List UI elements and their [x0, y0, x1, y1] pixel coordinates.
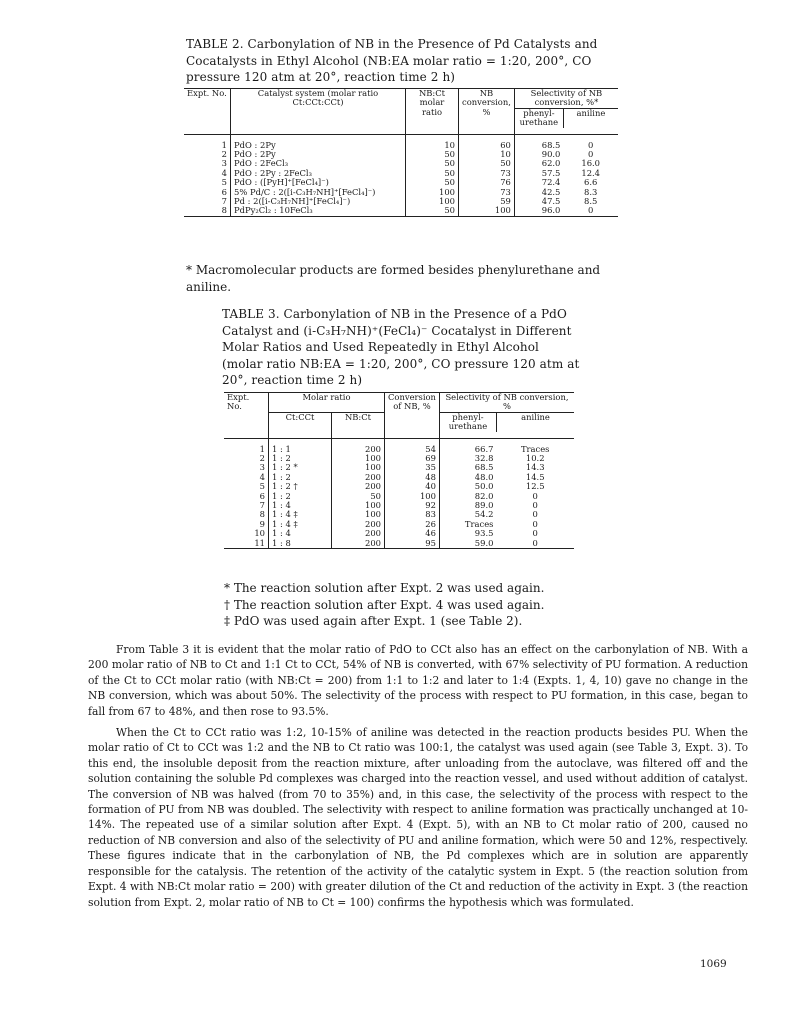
t3-header-aniline: aniline	[496, 412, 574, 431]
table-cell: 62.0	[541, 158, 561, 169]
table-cell: 8.5	[584, 196, 598, 207]
table-cell: 54	[425, 443, 436, 454]
t3-header-ctcct: Ct:CCt	[269, 412, 332, 431]
table-cell: 14.3	[525, 462, 545, 473]
table-cell: 1 : 2	[272, 453, 291, 464]
table-cell: 57.5	[541, 167, 561, 178]
table-cell: 59	[500, 196, 511, 207]
table-cell: PdO : 2FeCl₃	[234, 158, 289, 169]
table-cell: 93.5	[474, 528, 494, 539]
table-cell: PdO : 2Py : 2FeCl₃	[234, 167, 312, 178]
table-cell: 32.8	[474, 453, 494, 464]
table-cell: 1 : 4 ‡	[272, 509, 298, 520]
table-cell: 12.4	[581, 167, 601, 178]
table-cell: Pd : 2([i-C₃H₇NH]⁺[FeCl₄]⁻)	[234, 196, 351, 207]
table-cell: 6.6	[584, 177, 598, 188]
table-cell: 50	[444, 149, 455, 160]
table-cell: 6	[221, 186, 227, 197]
t3-col-pu	[439, 445, 496, 548]
table-cell: 0	[588, 149, 594, 160]
t2-col-nbct	[406, 141, 459, 216]
table-cell: 0	[532, 509, 538, 520]
table-cell: 3	[221, 158, 227, 169]
table-cell: 0	[588, 205, 594, 216]
table-cell: PdO : ([PyH]⁺[FeCl₄]⁻)	[234, 177, 329, 188]
t2-col-conv	[459, 141, 515, 216]
table-cell: 50	[500, 158, 511, 169]
t2-header-selectivity: Selectivity of NB conversion, %*	[514, 89, 618, 109]
table-cell: 89.0	[474, 500, 494, 511]
table-cell: 42.5	[541, 186, 561, 197]
table-cell: 11	[254, 537, 265, 548]
table-cell: 60	[500, 139, 511, 150]
table-cell: 100	[365, 500, 381, 511]
table-cell: 1 : 2	[272, 490, 291, 501]
table-cell: 73	[500, 186, 511, 197]
table-cell: 7	[259, 500, 265, 511]
table-cell: 8	[259, 509, 265, 520]
table-cell: 0	[532, 518, 538, 529]
table-cell: 68.5	[541, 139, 561, 150]
table-cell: 100	[365, 453, 381, 464]
table-cell: 0	[532, 490, 538, 501]
table-cell: 5	[259, 481, 265, 492]
t3-header-selectivity: Selectivity of NB conversion, %	[439, 393, 574, 413]
table-cell: 0	[532, 537, 538, 548]
table-cell: 59.0	[474, 537, 494, 548]
paragraph-1: From Table 3 it is evident that the molar ratio of PdO to CCt also has an effect on the carbonylation of NB. With a 200 molar ratio of NB to Ct and 1:1 Ct to CCt, 54% of NB is converted, with 67% selectivity of PU formation. A reduction of the Ct to CCt molar ratio (with NB:Ct = 200) from 1:1 to 1:2 and later to 1:4 (Expts. 1, 4, 10) gave no change in the NB conversion, which was about 50%. The selectivity of the process with respect to PU formation, in this case, began to fall from 67 to 48%, and then rose to 93.5%.	[88, 643, 748, 718]
table2-footnote: * Macromolecular products are formed besides phenylurethane and aniline.	[186, 263, 601, 294]
body-text	[88, 642, 748, 916]
t3-header-phenylurethane: phenyl- urethane	[439, 412, 496, 431]
table-cell: 100	[365, 509, 381, 520]
t3-col-ratio	[269, 445, 332, 548]
table-cell: 1 : 2	[272, 471, 291, 482]
table-cell: 35	[425, 462, 436, 473]
table-cell: 54.2	[474, 509, 494, 520]
table-cell: 48.0	[474, 471, 494, 482]
t2-header-nbct: NB:Ct molar ratio	[406, 89, 459, 128]
table-cell: 9	[259, 518, 265, 529]
table-cell: 1	[259, 443, 265, 454]
table-cell: 1 : 8	[272, 537, 291, 548]
table-cell: 46	[425, 528, 436, 539]
table-cell: 100	[439, 186, 455, 197]
table-cell: 0	[588, 139, 594, 150]
t3-col-conv	[385, 445, 440, 548]
table-cell: 1 : 2 †	[272, 481, 298, 492]
table-cell: Traces	[464, 518, 494, 529]
table-cell: 16.0	[581, 158, 601, 169]
table-cell: 76	[500, 177, 511, 188]
table-cell: 7	[221, 196, 227, 207]
table-cell: 1 : 4	[272, 500, 291, 511]
table-cell: 0	[532, 500, 538, 511]
table-cell: 1 : 2 *	[272, 462, 298, 473]
table-cell: 92	[425, 500, 436, 511]
t3-header-expt: Expt. No.	[224, 393, 269, 432]
table-cell: PdPy₂Cl₂ : 10FeCl₃	[234, 205, 313, 216]
t3-col-no	[224, 445, 269, 548]
table-cell: 73	[500, 167, 511, 178]
table3-footnote: † The reaction solution after Expt. 4 was used again.	[224, 597, 545, 612]
table-cell: 68.5	[474, 462, 494, 473]
table-cell: 200	[365, 518, 381, 529]
table-cell: 4	[259, 471, 265, 482]
table-cell: PdO : 2Py	[234, 139, 276, 150]
table-cell: 95	[425, 537, 436, 548]
table-cell: 1	[221, 139, 227, 150]
table-cell: 12.5	[525, 481, 545, 492]
table-cell: 40	[425, 481, 436, 492]
t2-header-conv: NB conversion, %	[459, 89, 515, 128]
t2-col-catalyst	[231, 141, 406, 216]
table-cell: 2	[259, 453, 265, 464]
table-cell: 50.0	[474, 481, 494, 492]
table2	[184, 88, 618, 217]
table-cell: 14.5	[525, 471, 545, 482]
table-cell: 5% Pd/C : 2([i-C₃H₇NH]⁺[FeCl₄]⁻)	[234, 186, 376, 197]
table-cell: 83	[425, 509, 436, 520]
table-cell: 50	[370, 490, 381, 501]
table-cell: 200	[365, 528, 381, 539]
table3-footnote: * The reaction solution after Expt. 2 was used again.	[224, 581, 545, 595]
table-cell: 4	[221, 167, 227, 178]
table-cell: 2	[221, 149, 227, 160]
table3	[224, 392, 574, 549]
table-cell: 66.7	[474, 443, 494, 454]
t2-header-expt: Expt. No.	[184, 89, 231, 128]
t2-col-no	[184, 141, 231, 216]
table-cell: 6	[259, 490, 265, 501]
table-cell: PdO : 2Py	[234, 149, 276, 160]
table-cell: 1 : 4 ‡	[272, 518, 298, 529]
table-cell: 200	[365, 481, 381, 492]
t3-header-nbct: NB:Ct	[332, 412, 385, 431]
t3-header-molar-ratio: Molar ratio	[269, 393, 385, 413]
table-cell: 100	[419, 490, 436, 501]
table-cell: 100	[365, 462, 381, 473]
t2-header-catalyst: Catalyst system (molar ratio Ct:CCt:CCt)	[231, 89, 406, 128]
table-cell: 0	[532, 528, 538, 539]
table-cell: 48	[425, 471, 436, 482]
table-cell: 8.3	[584, 186, 598, 197]
t3-header-conv: Conversion of NB, %	[385, 393, 440, 432]
table-cell: 50	[444, 167, 455, 178]
table-cell: 50	[444, 205, 455, 216]
t2-col-aniline	[563, 141, 618, 216]
table3-footnotes	[224, 580, 584, 630]
table-cell: 50	[444, 158, 455, 169]
table-cell: 72.4	[541, 177, 561, 188]
table-cell: 26	[425, 518, 436, 529]
table-cell: 90.0	[541, 149, 561, 160]
table-cell: 96.0	[541, 205, 561, 216]
table-cell: 100	[439, 196, 455, 207]
table-cell: 47.5	[541, 196, 561, 207]
page-number: 1069	[700, 958, 727, 970]
table3-caption: TABLE 3. Carbonylation of NB in the Presence of a PdO Catalyst and (i-C₃H₇NH)⁺(FeCl₄)⁻ Cocatalyst in Different Molar Ratios and Used Repeatedly in Ethyl Alcohol (molar ratio NB:EA = 1:20, 200°, CO pressure 120 atm at 20°, reaction time 2 h)	[222, 307, 580, 387]
table-cell: 50	[444, 177, 455, 188]
table-cell: 10	[444, 139, 455, 150]
table-cell: 10	[500, 149, 511, 160]
table-cell: 3	[259, 462, 265, 473]
table-cell: 82.0	[474, 490, 494, 501]
paragraph-2: When the Ct to CCt ratio was 1:2, 10-15% of aniline was detected in the reaction products besides PU. When the molar ratio of Ct to CCt was 1:2 and the NB to Ct ratio was 100:1, the catalyst was used again (see Table 3, Expt. 3). To this end, the insoluble deposit from the reaction mixture, after unloading from the autoclave, was filtered off and the solution containing the soluble Pd complexes was charged into the reaction vessel, and used without addition of catalyst. The conversion of NB was halved (from 70 to 35%) and, in this case, the selectivity of the process with respect to the formation of PU from NB was doubled. The selectivity with respect to aniline formation was practically unchanged at 10-14%. The repeated use of a similar solution after Expt. 4 (Expt. 5), with an NB to Ct molar ratio of 200, caused no reduction of NB conversion and also of the selectivity of PU and aniline formation, which were 50 and 12%, respectively. These figures indicate that in the carbonylation of NB, the Pd complexes which are in solution are apparently responsible for the catalysis. The retention of the activity of the catalytic system in Expt. 5 (the reaction solution from Expt. 4 with NB:Ct molar ratio = 200) with greater dilution of the Ct and reduction of the activity in Expt. 3 (the reaction solution from Expt. 2, molar ratio of NB to Ct = 100) confirms the hypothesis which was formulated.	[88, 726, 748, 909]
t2-col-pu	[514, 141, 563, 216]
t3-col-nbct	[332, 445, 385, 548]
t3-col-aniline	[496, 445, 574, 548]
table-cell: 5	[221, 177, 227, 188]
table-cell: 1 : 4	[272, 528, 291, 539]
table-cell: 10	[254, 528, 265, 539]
table-cell: 200	[365, 537, 381, 548]
table-cell: 1 : 1	[272, 443, 291, 454]
table3-footnote: ‡ PdO was used again after Expt. 1 (see Table 2).	[224, 614, 523, 628]
table-cell: 69	[425, 453, 436, 464]
table-cell: 200	[365, 443, 381, 454]
table-cell: 10.2	[525, 453, 545, 464]
table-cell: 100	[494, 205, 511, 216]
table-cell: 8	[221, 205, 227, 216]
table2-caption: TABLE 2. Carbonylation of NB in the Presence of Pd Catalysts and Cocatalysts in Ethyl Alcohol (NB:EA molar ratio = 1:20, 200°, CO pressure 120 atm at 20°, reaction time 2 h)	[186, 37, 598, 84]
t2-header-phenylurethane: phenyl- urethane	[514, 108, 563, 127]
t2-header-aniline: aniline	[563, 108, 618, 127]
table-cell: 200	[365, 471, 381, 482]
table-cell: Traces	[520, 443, 550, 454]
